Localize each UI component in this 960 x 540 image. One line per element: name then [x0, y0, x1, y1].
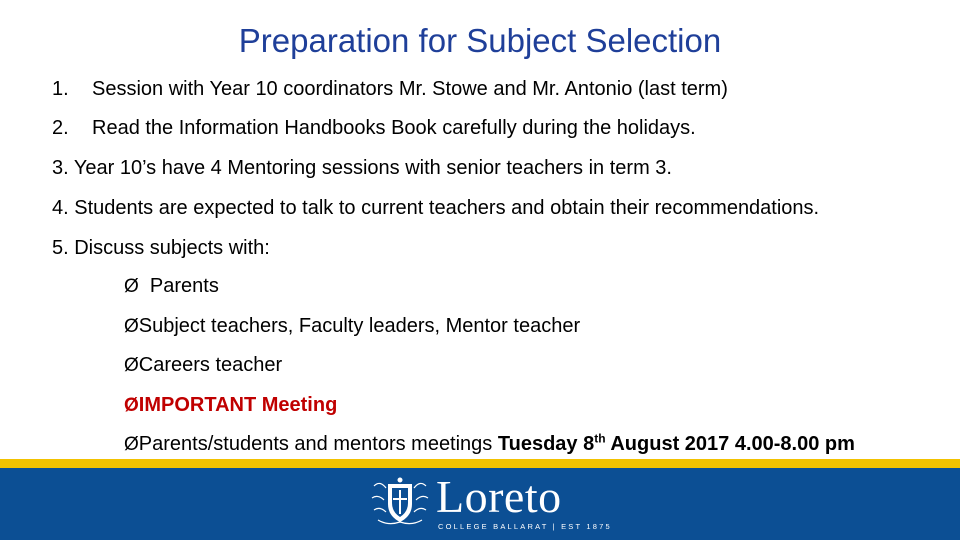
bullet-parents — [124, 274, 219, 299]
brand-subtitle: COLLEGE BALLARAT | EST 1875 — [438, 522, 612, 531]
list-item-text: Session with Year 10 coordinators Mr. Stowe and Mr. Antonio (last term) — [92, 78, 728, 100]
arrow-bullet-icon: Ø — [124, 434, 139, 455]
important-text: IMPORTANT Meeting — [138, 394, 338, 416]
crest-icon — [370, 476, 430, 528]
meeting-date: Tuesday 8 — [497, 433, 595, 455]
bullet-text: Careers teacher — [138, 354, 283, 376]
arrow-bullet-icon: Ø — [124, 276, 139, 297]
list-item-number: 1. — [52, 78, 69, 100]
bullet-meeting — [124, 432, 855, 457]
arrow-bullet-icon: Ø — [124, 355, 139, 376]
arrow-bullet-icon: Ø — [124, 395, 139, 416]
bullet-careers — [124, 353, 282, 378]
bullet-text: Subject teachers, Faculty leaders, Mentor teacher — [138, 315, 581, 337]
meeting-text: Parents/students and mentors meetings — [138, 433, 498, 455]
list-item-number: 2. — [52, 117, 69, 139]
meeting-date-suffix: th — [594, 431, 606, 446]
list-item-3: 3. Year 10’s have 4 Mentoring sessions with senior teachers in term 3. — [52, 157, 672, 179]
yellow-stripe — [0, 459, 960, 468]
list-item-4: 4. Students are expected to talk to current teachers and obtain their recommendations. — [52, 197, 820, 219]
slide-title: Preparation for Subject Selection — [238, 22, 722, 59]
bullet-subject-teachers — [124, 314, 580, 339]
bullet-text: Parents — [149, 275, 219, 297]
arrow-bullet-icon: Ø — [124, 316, 139, 337]
footer-band — [0, 468, 960, 540]
meeting-date-time: August 2017 4.00-8.00 pm — [605, 433, 855, 455]
brand-logo-text: Loreto — [436, 471, 562, 522]
list-item-5: 5. Discuss subjects with: — [52, 237, 270, 259]
bullet-important — [124, 393, 337, 418]
list-item-text: Read the Information Handbooks Book carefully during the holidays. — [92, 117, 696, 139]
